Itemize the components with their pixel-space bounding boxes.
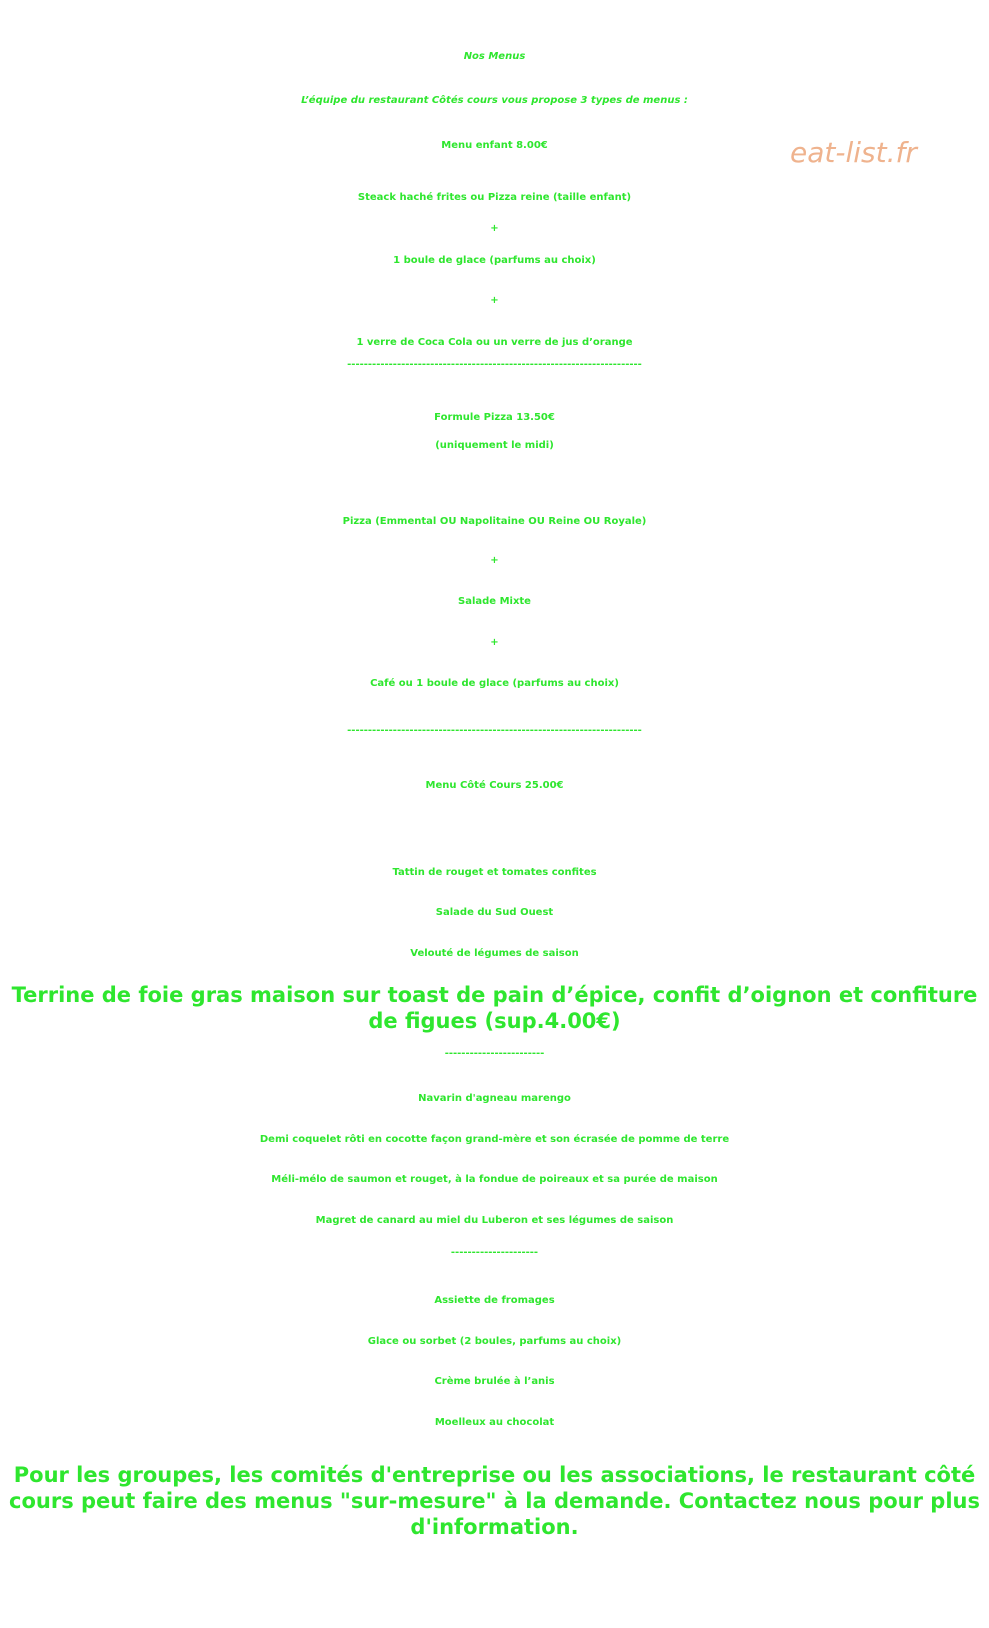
formule-pizza-subheading: (uniquement le midi) <box>435 440 554 451</box>
plus-sign: + <box>490 555 499 566</box>
menu-enfant-heading: Menu enfant 8.00€ <box>441 140 548 151</box>
menu-enfant-item-1: Steack haché frites ou Pizza reine (taille enfant) <box>357 192 632 203</box>
plus-sign: + <box>490 223 499 234</box>
separator: ------------------------ <box>444 1048 545 1059</box>
dessert-item: Glace ou sorbet (2 boules, parfums au choix) <box>367 1336 622 1347</box>
dessert-item: Crème brulée à l’anis <box>434 1376 555 1387</box>
watermark: eat-list.fr <box>790 136 917 169</box>
entree-item: Tattin de rouget et tomates confites <box>392 867 597 878</box>
formule-pizza-item-1: Pizza (Emmental OU Napolitaine OU Reine OU Royale) <box>342 516 647 527</box>
separator: --------------------- <box>450 1247 539 1258</box>
separator: ----------------------------------------------------------------------- <box>347 725 642 736</box>
dessert-item: Assiette de fromages <box>434 1295 555 1306</box>
plat-item: Navarin d'agneau marengo <box>418 1093 571 1104</box>
entree-item: Salade du Sud Ouest <box>435 907 554 918</box>
formule-pizza-heading: Formule Pizza 13.50€ <box>434 412 555 423</box>
plat-item: Demi coquelet rôti en cocotte façon grand-mère et son écrasée de pomme de terre <box>259 1134 730 1145</box>
entree-item: Terrine de foie gras maison sur toast de pain d’épice, confit d’oignon et confiture de figues (sup.4.00€) <box>11 983 978 1033</box>
menu-enfant-item-2: 1 boule de glace (parfums au choix) <box>393 255 596 266</box>
plus-sign: + <box>490 295 499 306</box>
plus-sign: + <box>490 637 499 648</box>
menu-cote-cours-heading: Menu Côté Cours 25.00€ <box>425 780 564 791</box>
formule-pizza-item-3: Café ou 1 boule de glace (parfums au choix) <box>370 678 619 689</box>
footer-note: Pour les groupes, les comités d'entreprise ou les associations, le restaurant côté cours peut faire des menus "sur-mesure" à la demande. Contactez nous pour plus d'information. <box>9 1463 980 1539</box>
menu-enfant-item-3: 1 verre de Coca Cola ou un verre de jus d’orange <box>356 337 633 348</box>
page-title: Nos Menus <box>463 51 526 62</box>
plat-item: Magret de canard au miel du Luberon et ses légumes de saison <box>315 1215 674 1226</box>
intro-text: L’équipe du restaurant Côtés cours vous propose 3 types de menus : <box>301 95 688 106</box>
entree-item: Velouté de légumes de saison <box>410 948 579 959</box>
plat-item: Méli-mélo de saumon et rouget, à la fondue de poireaux et sa purée de maison <box>271 1174 718 1185</box>
dessert-item: Moelleux au chocolat <box>434 1417 555 1428</box>
formule-pizza-item-2: Salade Mixte <box>458 596 531 607</box>
separator: ----------------------------------------------------------------------- <box>347 359 642 370</box>
